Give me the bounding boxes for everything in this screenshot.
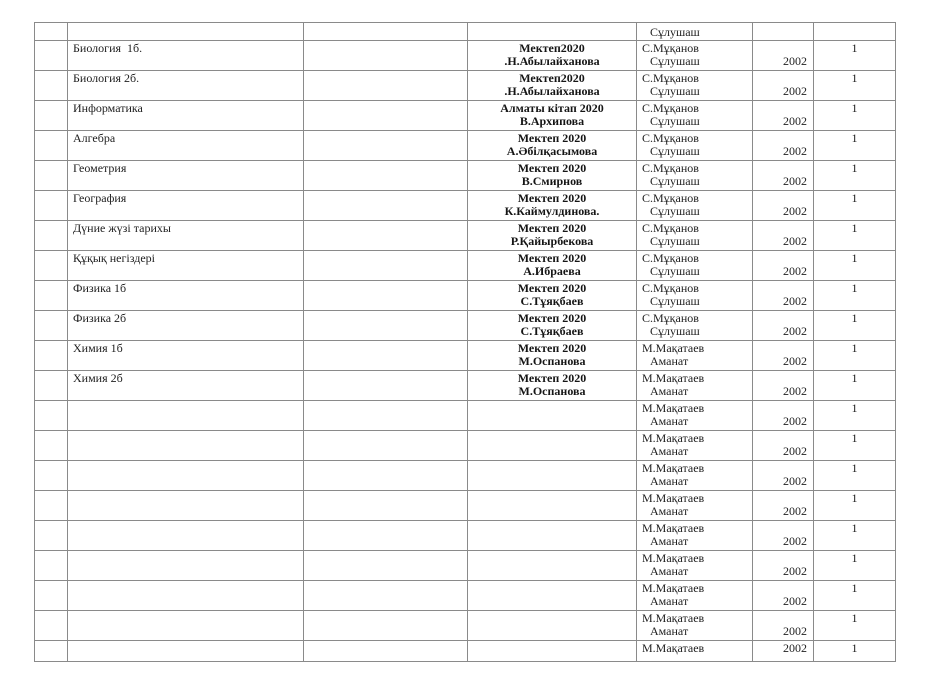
cell-line: Алгебра	[73, 131, 116, 145]
cell-row-number	[35, 131, 68, 161]
cell-line: 1	[851, 551, 858, 565]
cell-line: Мектеп 2020	[517, 371, 587, 385]
cell-book	[637, 431, 753, 461]
cell-line: 2002	[783, 264, 807, 278]
cell-line: Мектеп 2020	[517, 221, 587, 235]
cell-line: Р.Қайырбекова	[510, 234, 594, 248]
cell-line: В.Смирнов	[521, 174, 583, 188]
cell-line: С.Мұқанов	[642, 191, 699, 205]
cell-row-number	[35, 311, 68, 341]
cell-line: 2002	[783, 204, 807, 218]
cell-line: 1	[851, 491, 858, 505]
cell-line: Аманат	[650, 504, 689, 518]
cell-row-number	[35, 641, 68, 662]
cell-line: 2002	[783, 564, 807, 578]
cell-line: Сұлушаш	[650, 234, 700, 248]
cell-publisher	[468, 431, 637, 461]
cell-subject	[68, 251, 304, 281]
cell-line: .Н.Абылайханова	[504, 54, 600, 68]
table-row	[35, 311, 896, 341]
cell-year	[753, 581, 814, 611]
cell-year	[753, 23, 814, 41]
cell-blank	[304, 23, 468, 41]
cell-quantity	[814, 581, 896, 611]
cell-blank	[304, 611, 468, 641]
cell-row-number	[35, 341, 68, 371]
cell-book	[637, 641, 753, 662]
cell-line: Мектеп2020	[519, 41, 585, 55]
cell-line: 1	[851, 281, 858, 295]
cell-publisher	[468, 371, 637, 401]
cell-subject	[68, 341, 304, 371]
cell-quantity	[814, 341, 896, 371]
cell-row-number	[35, 551, 68, 581]
cell-line: Сұлушаш	[650, 84, 700, 98]
cell-line: 2002	[783, 144, 807, 158]
cell-year	[753, 641, 814, 662]
cell-line: 2002	[783, 54, 807, 68]
cell-line: 2002	[783, 444, 807, 458]
cell-line: М.Мақатаев	[642, 581, 705, 595]
table-row	[35, 401, 896, 431]
cell-quantity	[814, 41, 896, 71]
cell-row-number	[35, 281, 68, 311]
cell-year	[753, 401, 814, 431]
cell-row-number	[35, 101, 68, 131]
cell-blank	[304, 131, 468, 161]
cell-blank	[304, 521, 468, 551]
cell-subject	[68, 581, 304, 611]
cell-row-number	[35, 401, 68, 431]
cell-book	[637, 161, 753, 191]
cell-line: С.Тұяқбаев	[520, 324, 584, 338]
cell-publisher	[468, 401, 637, 431]
cell-subject	[68, 191, 304, 221]
cell-row-number	[35, 521, 68, 551]
cell-quantity	[814, 71, 896, 101]
table-row	[35, 71, 896, 101]
cell-blank	[304, 251, 468, 281]
cell-line: 2002	[783, 641, 807, 655]
cell-line: С.Мұқанов	[642, 41, 699, 55]
cell-row-number	[35, 581, 68, 611]
cell-row-number	[35, 461, 68, 491]
cell-publisher	[468, 491, 637, 521]
cell-book	[637, 311, 753, 341]
cell-row-number	[35, 41, 68, 71]
cell-year	[753, 461, 814, 491]
cell-line: М.Мақатаев	[642, 641, 705, 655]
table-row	[35, 191, 896, 221]
cell-year	[753, 41, 814, 71]
cell-publisher	[468, 131, 637, 161]
cell-line: .Н.Абылайханова	[504, 84, 600, 98]
cell-subject	[68, 641, 304, 662]
cell-line: Құқық негіздері	[73, 251, 156, 265]
cell-line: Мектеп 2020	[517, 281, 587, 295]
cell-blank	[304, 491, 468, 521]
cell-publisher	[468, 461, 637, 491]
cell-subject	[68, 611, 304, 641]
cell-publisher	[468, 71, 637, 101]
table-row	[35, 491, 896, 521]
cell-line: 2002	[783, 354, 807, 368]
cell-row-number	[35, 23, 68, 41]
cell-year	[753, 431, 814, 461]
cell-row-number	[35, 611, 68, 641]
table-row	[35, 371, 896, 401]
cell-subject	[68, 521, 304, 551]
cell-line: Аманат	[650, 534, 689, 548]
cell-blank	[304, 191, 468, 221]
cell-quantity	[814, 191, 896, 221]
cell-publisher	[468, 41, 637, 71]
cell-line: М.Оспанова	[518, 384, 586, 398]
cell-book	[637, 251, 753, 281]
table-row	[35, 341, 896, 371]
cell-book	[637, 581, 753, 611]
cell-book	[637, 461, 753, 491]
cell-line: Геометрия	[73, 161, 127, 175]
cell-publisher	[468, 311, 637, 341]
cell-line: А.Ибраева	[523, 264, 581, 278]
cell-line: 2002	[783, 384, 807, 398]
cell-publisher	[468, 641, 637, 662]
cell-line: С.Мұқанов	[642, 101, 699, 115]
table-row	[35, 461, 896, 491]
cell-line: С.Мұқанов	[642, 281, 699, 295]
cell-subject	[68, 371, 304, 401]
cell-book	[637, 101, 753, 131]
cell-line: Мектеп 2020	[517, 251, 587, 265]
cell-publisher	[468, 101, 637, 131]
cell-subject	[68, 131, 304, 161]
cell-book	[637, 41, 753, 71]
cell-line: С.Мұқанов	[642, 251, 699, 265]
cell-year	[753, 371, 814, 401]
cell-row-number	[35, 491, 68, 521]
cell-line: Аманат	[650, 384, 689, 398]
cell-line: С.Мұқанов	[642, 311, 699, 325]
cell-row-number	[35, 71, 68, 101]
cell-book	[637, 491, 753, 521]
table-row	[35, 521, 896, 551]
cell-line: 1	[851, 191, 858, 205]
table-row	[35, 251, 896, 281]
cell-line: 2002	[783, 114, 807, 128]
cell-quantity	[814, 281, 896, 311]
cell-line: С.Мұқанов	[642, 221, 699, 235]
cell-quantity	[814, 461, 896, 491]
cell-year	[753, 191, 814, 221]
cell-line: А.Әбілқасымова	[506, 144, 598, 158]
cell-quantity	[814, 23, 896, 41]
cell-line: 1	[851, 371, 858, 385]
cell-quantity	[814, 401, 896, 431]
cell-year	[753, 611, 814, 641]
cell-line: Биология 1б.	[73, 41, 143, 55]
cell-subject	[68, 221, 304, 251]
cell-line: С.Мұқанов	[642, 71, 699, 85]
cell-line: Мектеп 2020	[517, 191, 587, 205]
cell-line: Сұлушаш	[650, 264, 700, 278]
cell-line: Сұлушаш	[650, 294, 700, 308]
table-row	[35, 131, 896, 161]
cell-row-number	[35, 191, 68, 221]
table-row	[35, 581, 896, 611]
cell-line: Мектеп 2020	[517, 341, 587, 355]
cell-blank	[304, 71, 468, 101]
cell-row-number	[35, 251, 68, 281]
cell-year	[753, 551, 814, 581]
cell-book	[637, 401, 753, 431]
cell-quantity	[814, 551, 896, 581]
table-row	[35, 611, 896, 641]
cell-year	[753, 221, 814, 251]
cell-line: Сұлушаш	[650, 54, 700, 68]
cell-line: 2002	[783, 324, 807, 338]
books-table-body	[35, 23, 896, 662]
cell-line: Аманат	[650, 474, 689, 488]
table-row	[35, 431, 896, 461]
cell-line: М.Мақатаев	[642, 551, 705, 565]
cell-year	[753, 281, 814, 311]
cell-line: 1	[851, 161, 858, 175]
cell-blank	[304, 41, 468, 71]
cell-line: С.Мұқанов	[642, 131, 699, 145]
cell-publisher	[468, 161, 637, 191]
cell-subject	[68, 431, 304, 461]
cell-blank	[304, 281, 468, 311]
cell-blank	[304, 431, 468, 461]
cell-blank	[304, 311, 468, 341]
cell-year	[753, 101, 814, 131]
cell-blank	[304, 371, 468, 401]
cell-line: 2002	[783, 84, 807, 98]
cell-blank	[304, 641, 468, 662]
cell-publisher	[468, 251, 637, 281]
cell-line: Мектеп 2020	[517, 161, 587, 175]
cell-row-number	[35, 431, 68, 461]
books-table	[34, 22, 896, 662]
cell-line: Аманат	[650, 414, 689, 428]
cell-line: Мектеп2020	[519, 71, 585, 85]
cell-book	[637, 551, 753, 581]
cell-line: 1	[851, 401, 858, 415]
cell-line: 1	[851, 341, 858, 355]
cell-line: Дүние жүзі тарихы	[73, 221, 171, 235]
cell-line: М.Оспанова	[518, 354, 586, 368]
cell-line: М.Мақатаев	[642, 521, 705, 535]
cell-line: Сұлушаш	[650, 144, 700, 158]
cell-book	[637, 221, 753, 251]
cell-line: 2002	[783, 504, 807, 518]
cell-subject	[68, 71, 304, 101]
cell-line: 2002	[783, 234, 807, 248]
cell-quantity	[814, 101, 896, 131]
cell-year	[753, 161, 814, 191]
cell-line: 1	[851, 521, 858, 535]
table-row	[35, 161, 896, 191]
cell-publisher	[468, 191, 637, 221]
cell-line: Сұлушаш	[650, 25, 700, 39]
cell-line: 2002	[783, 624, 807, 638]
cell-line: География	[73, 191, 127, 205]
cell-subject	[68, 551, 304, 581]
cell-line: М.Мақатаев	[642, 461, 705, 475]
cell-quantity	[814, 641, 896, 662]
cell-line: 1	[851, 431, 858, 445]
cell-line: 1	[851, 581, 858, 595]
cell-line: М.Мақатаев	[642, 431, 705, 445]
cell-publisher	[468, 341, 637, 371]
cell-publisher	[468, 221, 637, 251]
cell-line: Мектеп 2020	[517, 131, 587, 145]
cell-line: Аманат	[650, 444, 689, 458]
table-row	[35, 281, 896, 311]
cell-quantity	[814, 131, 896, 161]
cell-quantity	[814, 431, 896, 461]
cell-line: Алматы кітап 2020	[500, 101, 604, 115]
cell-subject	[68, 401, 304, 431]
cell-year	[753, 131, 814, 161]
cell-quantity	[814, 611, 896, 641]
cell-subject	[68, 311, 304, 341]
cell-line: Физика 1б	[73, 281, 127, 295]
cell-line: Сұлушаш	[650, 114, 700, 128]
cell-subject	[68, 41, 304, 71]
table-row	[35, 221, 896, 251]
cell-line: С.Тұяқбаев	[520, 294, 584, 308]
cell-line: Физика 2б	[73, 311, 127, 325]
cell-blank	[304, 221, 468, 251]
cell-line: Аманат	[650, 564, 689, 578]
cell-line: М.Мақатаев	[642, 401, 705, 415]
cell-line: Аманат	[650, 594, 689, 608]
cell-quantity	[814, 251, 896, 281]
cell-publisher	[468, 23, 637, 41]
table-row	[35, 551, 896, 581]
table-row	[35, 101, 896, 131]
cell-book	[637, 131, 753, 161]
cell-subject	[68, 161, 304, 191]
cell-line: 1	[851, 251, 858, 265]
cell-line: 2002	[783, 294, 807, 308]
cell-line: К.Каймулдинова.	[504, 204, 600, 218]
table-row	[35, 41, 896, 71]
cell-book	[637, 281, 753, 311]
cell-row-number	[35, 371, 68, 401]
cell-line: 1	[851, 71, 858, 85]
cell-quantity	[814, 371, 896, 401]
cell-subject	[68, 491, 304, 521]
cell-year	[753, 251, 814, 281]
cell-line: 1	[851, 221, 858, 235]
cell-subject	[68, 23, 304, 41]
table-row	[35, 23, 896, 41]
cell-publisher	[468, 581, 637, 611]
cell-subject	[68, 461, 304, 491]
cell-line: М.Мақатаев	[642, 611, 705, 625]
cell-line: М.Мақатаев	[642, 341, 705, 355]
cell-line: Аманат	[650, 624, 689, 638]
cell-quantity	[814, 491, 896, 521]
cell-line: М.Мақатаев	[642, 491, 705, 505]
cell-line: В.Архипова	[519, 114, 585, 128]
cell-line: Химия 1б	[73, 341, 123, 355]
cell-line: 1	[851, 311, 858, 325]
cell-blank	[304, 401, 468, 431]
cell-line: 1	[851, 611, 858, 625]
cell-line: Сұлушаш	[650, 324, 700, 338]
cell-line: Химия 2б	[73, 371, 123, 385]
cell-book	[637, 521, 753, 551]
cell-book	[637, 611, 753, 641]
cell-year	[753, 341, 814, 371]
cell-publisher	[468, 521, 637, 551]
cell-blank	[304, 551, 468, 581]
cell-publisher	[468, 611, 637, 641]
cell-year	[753, 71, 814, 101]
cell-subject	[68, 281, 304, 311]
cell-year	[753, 311, 814, 341]
cell-blank	[304, 101, 468, 131]
cell-quantity	[814, 521, 896, 551]
cell-publisher	[468, 281, 637, 311]
cell-line: 1	[851, 641, 858, 655]
cell-blank	[304, 581, 468, 611]
cell-line: 1	[851, 41, 858, 55]
cell-line: Сұлушаш	[650, 204, 700, 218]
cell-quantity	[814, 221, 896, 251]
cell-book	[637, 23, 753, 41]
cell-line: 1	[851, 461, 858, 475]
cell-line: 2002	[783, 534, 807, 548]
cell-book	[637, 191, 753, 221]
cell-row-number	[35, 221, 68, 251]
cell-line: 2002	[783, 594, 807, 608]
cell-line: 2002	[783, 174, 807, 188]
cell-line: С.Мұқанов	[642, 161, 699, 175]
cell-line: Информатика	[73, 101, 143, 115]
cell-quantity	[814, 311, 896, 341]
cell-year	[753, 521, 814, 551]
cell-quantity	[814, 161, 896, 191]
cell-book	[637, 371, 753, 401]
cell-line: М.Мақатаев	[642, 371, 705, 385]
cell-line: 2002	[783, 414, 807, 428]
cell-line: Сұлушаш	[650, 174, 700, 188]
table-row	[35, 641, 896, 662]
cell-blank	[304, 161, 468, 191]
cell-year	[753, 491, 814, 521]
cell-row-number	[35, 161, 68, 191]
cell-blank	[304, 341, 468, 371]
cell-line: 2002	[783, 474, 807, 488]
cell-line: 1	[851, 101, 858, 115]
cell-publisher	[468, 551, 637, 581]
cell-blank	[304, 461, 468, 491]
cell-book	[637, 341, 753, 371]
cell-line: 1	[851, 131, 858, 145]
cell-book	[637, 71, 753, 101]
cell-line: Биология 2б.	[73, 71, 140, 85]
cell-subject	[68, 101, 304, 131]
cell-line: Мектеп 2020	[517, 311, 587, 325]
cell-line: Аманат	[650, 354, 689, 368]
